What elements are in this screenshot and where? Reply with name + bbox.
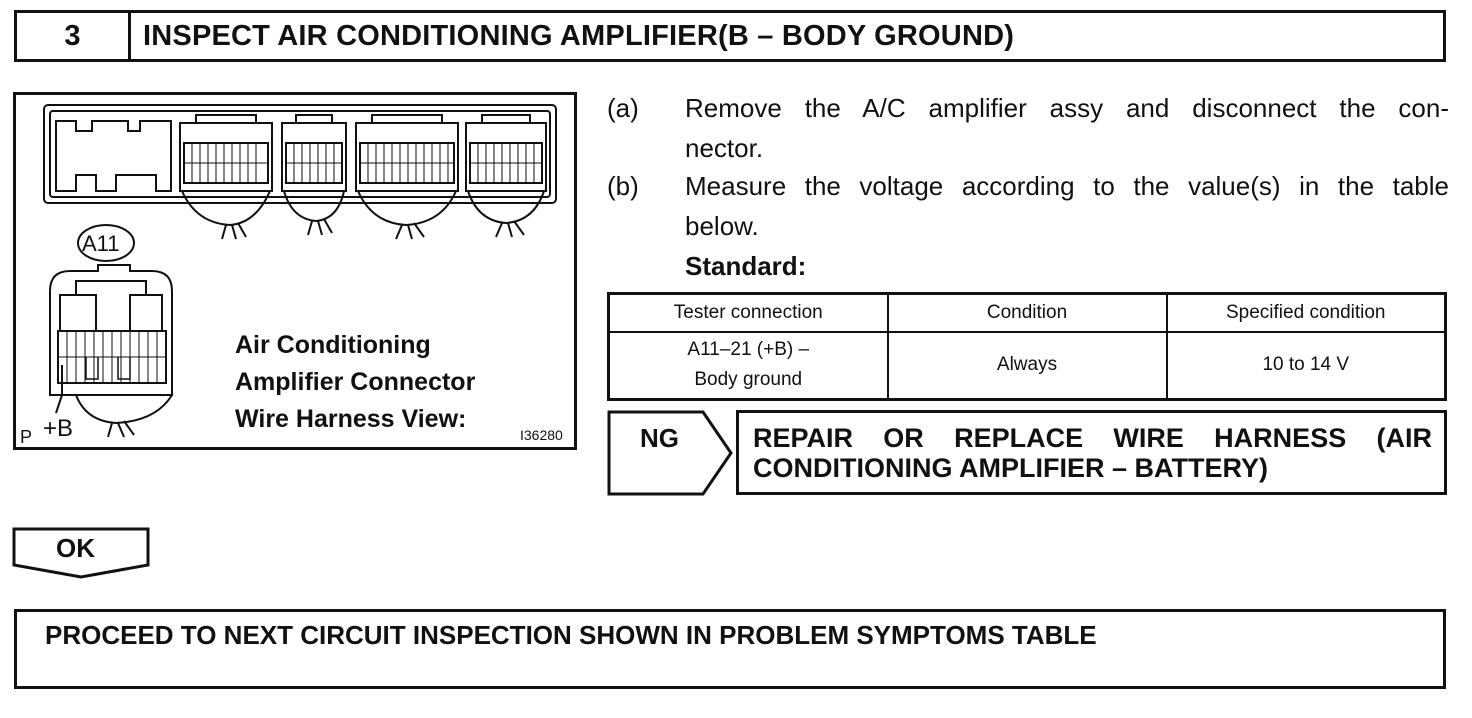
ng-action-box (736, 410, 1447, 495)
p-label: P (20, 427, 33, 447)
standard-table (607, 292, 1447, 401)
figure-caption-line1: Air Conditioning (235, 331, 431, 359)
table-header-row (609, 294, 1446, 332)
table-row (609, 332, 1446, 400)
tester-line2: Body ground (694, 369, 803, 391)
table-header-tester: Tester connection (609, 294, 888, 332)
pin-label: +B (43, 415, 74, 442)
figure-caption-line3: Wire Harness View: (235, 405, 467, 433)
step-number: 3 (17, 13, 131, 59)
ok-label: OK (56, 533, 95, 563)
table-cell-specified: 10 to 14 V (1167, 332, 1446, 400)
figure-caption-line2: Amplifier Connector (235, 368, 476, 396)
figure-code: I36280 (520, 427, 563, 443)
connector-id-label: A11 (82, 231, 120, 256)
connector-block-3 (356, 115, 458, 191)
ng-action-line2: CONDITIONING AMPLIFIER – BATTERY) (753, 453, 1268, 483)
ng-label: NG (640, 423, 679, 453)
table-header-specified: Specified condition (1167, 294, 1446, 332)
instruction-b-line2: below. (685, 211, 759, 241)
instruction-b-letter: (b) (607, 171, 639, 201)
instruction-b-text (685, 166, 1449, 246)
instruction-b-line1: Measure the voltage according to the value(s) in the table (685, 171, 1449, 201)
instruction-a-text (685, 88, 1449, 168)
instruction-a-line1: Remove the A/C amplifier assy and disconnect the con- (685, 93, 1449, 123)
table-cell-condition: Always (888, 332, 1167, 400)
ng-action-line1: REPAIR OR REPLACE WIRE HARNESS (AIR (753, 423, 1432, 453)
connector-block-2 (282, 115, 346, 191)
tester-line1: A11–21 (+B) – (687, 339, 810, 361)
ok-action-box (14, 609, 1446, 689)
step-header (14, 10, 1446, 62)
ok-action-text: PROCEED TO NEXT CIRCUIT INSPECTION SHOWN IN PROBLEM SYMPTOMS TABLE (45, 620, 1097, 650)
instruction-a-line2: nector. (685, 133, 764, 163)
connector-figure (13, 92, 577, 450)
instruction-a-letter: (a) (607, 93, 639, 123)
table-header-condition: Condition (888, 294, 1167, 332)
connector-block-1 (180, 115, 272, 191)
step-title: INSPECT AIR CONDITIONING AMPLIFIER(B – BODY GROUND) (143, 19, 1015, 52)
table-cell-tester (609, 332, 888, 400)
standard-label: Standard: (685, 251, 807, 281)
